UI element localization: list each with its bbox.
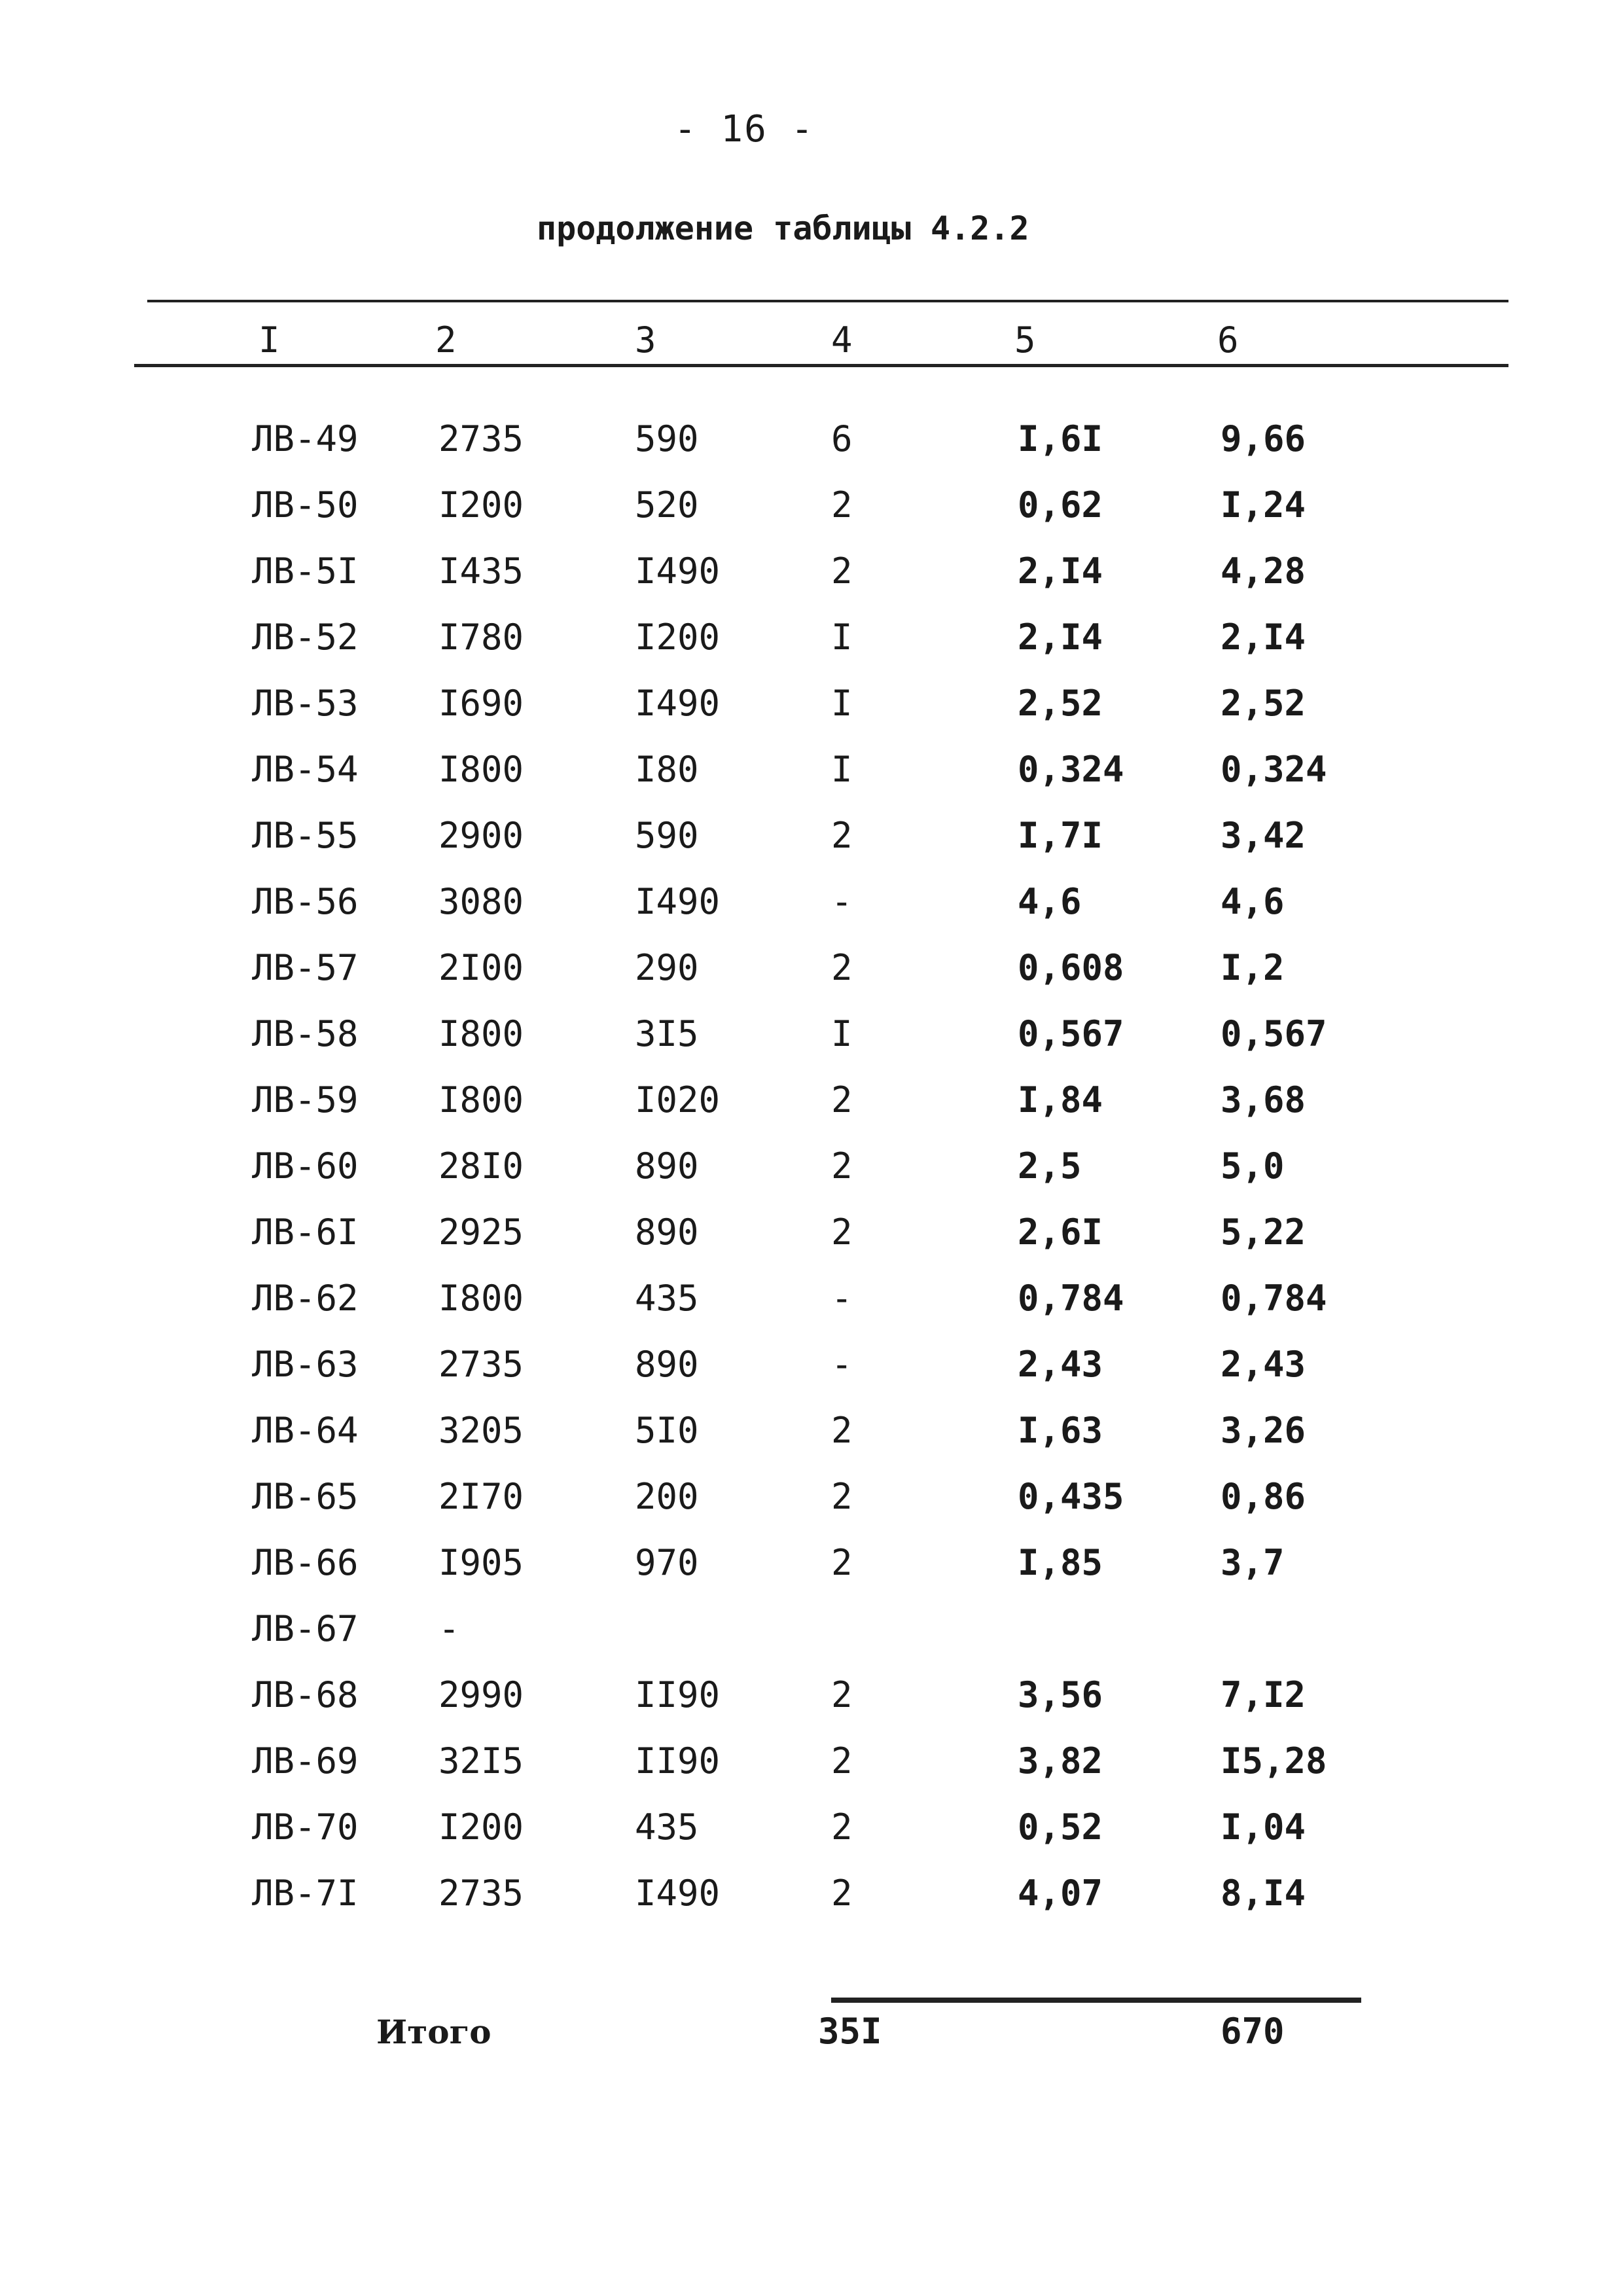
cell-col2: 28I0 xyxy=(438,1145,524,1187)
cell-col6: 2,43 xyxy=(1221,1344,1306,1385)
table-row xyxy=(0,802,1623,869)
cell-code: ЛВ-49 xyxy=(252,418,359,459)
cell-col2: 2735 xyxy=(438,418,524,459)
cell-col4: 2 xyxy=(831,1410,853,1451)
cell-col6: 2,I4 xyxy=(1221,617,1306,658)
cell-col2: I800 xyxy=(438,1079,524,1121)
cell-col5: 0,608 xyxy=(1018,947,1124,988)
table-row xyxy=(0,1530,1623,1596)
cell-col2: I200 xyxy=(438,1806,524,1848)
cell-col6: I,2 xyxy=(1221,947,1285,988)
cell-code: ЛВ-52 xyxy=(252,617,359,658)
cell-col6: 9,66 xyxy=(1221,418,1306,459)
cell-col2: 3205 xyxy=(438,1410,524,1451)
table-row xyxy=(0,935,1623,1001)
header-bottom-rule xyxy=(134,364,1508,367)
cell-col3: 890 xyxy=(635,1211,699,1253)
cell-code: ЛВ-62 xyxy=(252,1278,359,1319)
cell-code: ЛВ-54 xyxy=(252,749,359,790)
cell-col3: II90 xyxy=(635,1740,721,1782)
cell-col3: 435 xyxy=(635,1278,699,1319)
cell-col4: I xyxy=(831,749,853,790)
cell-col2: I435 xyxy=(438,550,524,592)
cell-col2: 2735 xyxy=(438,1344,524,1385)
cell-col6: 3,42 xyxy=(1221,815,1306,856)
cell-col5: 2,5 xyxy=(1018,1145,1082,1187)
cell-code: ЛВ-7I xyxy=(252,1873,359,1914)
cell-col3: 290 xyxy=(635,947,699,988)
cell-col2: I800 xyxy=(438,1013,524,1054)
cell-col4: 2 xyxy=(831,1740,853,1782)
cell-col5: I,84 xyxy=(1018,1079,1103,1121)
cell-col5: 0,784 xyxy=(1018,1278,1124,1319)
cell-col5: 2,I4 xyxy=(1018,550,1103,592)
cell-col5: 4,6 xyxy=(1018,881,1082,922)
cell-col3: 520 xyxy=(635,484,699,526)
cell-code: ЛВ-50 xyxy=(252,484,359,526)
table-row xyxy=(0,1331,1623,1397)
table-row xyxy=(0,869,1623,935)
cell-col4: - xyxy=(831,1278,853,1319)
table-row xyxy=(0,1794,1623,1860)
cell-col3: 970 xyxy=(635,1542,699,1583)
table-row xyxy=(0,1265,1623,1331)
cell-col3: 3I5 xyxy=(635,1013,699,1054)
cell-col2: I690 xyxy=(438,683,524,724)
cell-code: ЛВ-70 xyxy=(252,1806,359,1848)
cell-code: ЛВ-69 xyxy=(252,1740,359,1782)
table-row xyxy=(0,1133,1623,1199)
cell-col5: I,63 xyxy=(1018,1410,1103,1451)
table-row xyxy=(0,1596,1623,1662)
table-row xyxy=(0,406,1623,472)
cell-col5: 2,52 xyxy=(1018,683,1103,724)
cell-col4: I xyxy=(831,1013,853,1054)
cell-col3: I80 xyxy=(635,749,699,790)
cell-code: ЛВ-58 xyxy=(252,1013,359,1054)
cell-col6: 7,I2 xyxy=(1221,1674,1306,1715)
cell-col2: I800 xyxy=(438,1278,524,1319)
cell-col4: I xyxy=(831,683,853,724)
cell-col6: 3,26 xyxy=(1221,1410,1306,1451)
table-row xyxy=(0,1728,1623,1794)
table-row xyxy=(0,604,1623,670)
totals-col4: 35I xyxy=(818,2011,882,2052)
table-row xyxy=(0,1463,1623,1530)
cell-col6: 4,6 xyxy=(1221,881,1285,922)
cell-col5: 0,52 xyxy=(1018,1806,1103,1848)
cell-col6: 0,784 xyxy=(1221,1278,1327,1319)
cell-col4: 2 xyxy=(831,1145,853,1187)
cell-col3: 200 xyxy=(635,1476,699,1517)
cell-col6: 0,86 xyxy=(1221,1476,1306,1517)
cell-col3: 5I0 xyxy=(635,1410,699,1451)
table-row xyxy=(0,736,1623,802)
totals-col6: 670 xyxy=(1221,2011,1285,2052)
cell-col2: 2735 xyxy=(438,1873,524,1914)
cell-col6: 5,22 xyxy=(1221,1211,1306,1253)
cell-col5: 0,62 xyxy=(1018,484,1103,526)
table-row xyxy=(0,1067,1623,1133)
cell-col4: 2 xyxy=(831,1476,853,1517)
cell-col4: 2 xyxy=(831,1079,853,1121)
table-top-rule xyxy=(147,300,1508,302)
cell-col3: 435 xyxy=(635,1806,699,1848)
cell-col4: 2 xyxy=(831,815,853,856)
cell-code: ЛВ-60 xyxy=(252,1145,359,1187)
cell-col6: 2,52 xyxy=(1221,683,1306,724)
cell-col6: 3,7 xyxy=(1221,1542,1285,1583)
cell-col5: 0,435 xyxy=(1018,1476,1124,1517)
cell-col6: I,04 xyxy=(1221,1806,1306,1848)
cell-col2: 2990 xyxy=(438,1674,524,1715)
cell-col4: 2 xyxy=(831,1542,853,1583)
table-row xyxy=(0,1199,1623,1265)
cell-col3: I020 xyxy=(635,1079,721,1121)
cell-col2: I905 xyxy=(438,1542,524,1583)
cell-col3: I200 xyxy=(635,617,721,658)
cell-code: ЛВ-67 xyxy=(252,1608,359,1649)
cell-code: ЛВ-55 xyxy=(252,815,359,856)
cell-code: ЛВ-66 xyxy=(252,1542,359,1583)
cell-col4: - xyxy=(831,1344,853,1385)
cell-code: ЛВ-65 xyxy=(252,1476,359,1517)
cell-col2: 3080 xyxy=(438,881,524,922)
cell-col4: 2 xyxy=(831,1873,853,1914)
cell-code: ЛВ-68 xyxy=(252,1674,359,1715)
cell-col2: - xyxy=(438,1608,460,1649)
column-header-2: 2 xyxy=(435,319,457,361)
column-header-1: I xyxy=(259,319,280,361)
cell-col4: 2 xyxy=(831,1211,853,1253)
totals-label: Итого xyxy=(376,2013,491,2051)
cell-col4: 2 xyxy=(831,550,853,592)
cell-col6: I,24 xyxy=(1221,484,1306,526)
table-title: продолжение таблицы 4.2.2 xyxy=(537,209,1029,247)
cell-col4: 2 xyxy=(831,484,853,526)
column-header-5: 5 xyxy=(1014,319,1036,361)
cell-col3: 590 xyxy=(635,418,699,459)
table-row xyxy=(0,1662,1623,1728)
table-row xyxy=(0,670,1623,736)
cell-col5: 2,I4 xyxy=(1018,617,1103,658)
cell-col4: 2 xyxy=(831,1674,853,1715)
cell-col5: 2,6I xyxy=(1018,1211,1103,1253)
cell-col2: 2I70 xyxy=(438,1476,524,1517)
cell-code: ЛВ-56 xyxy=(252,881,359,922)
cell-col6: 0,567 xyxy=(1221,1013,1327,1054)
cell-col5: I,85 xyxy=(1018,1542,1103,1583)
cell-col3: II90 xyxy=(635,1674,721,1715)
column-header-3: 3 xyxy=(635,319,656,361)
cell-col6: 0,324 xyxy=(1221,749,1327,790)
table-row xyxy=(0,1860,1623,1926)
cell-col3: I490 xyxy=(635,881,721,922)
column-header-6: 6 xyxy=(1217,319,1239,361)
column-header-4: 4 xyxy=(831,319,853,361)
cell-col5: 2,43 xyxy=(1018,1344,1103,1385)
cell-col3: 890 xyxy=(635,1344,699,1385)
cell-col5: 3,82 xyxy=(1018,1740,1103,1782)
cell-col5: 0,324 xyxy=(1018,749,1124,790)
cell-col2: 2925 xyxy=(438,1211,524,1253)
cell-col6: 4,28 xyxy=(1221,550,1306,592)
cell-col4: I xyxy=(831,617,853,658)
cell-col3: 890 xyxy=(635,1145,699,1187)
cell-code: ЛВ-64 xyxy=(252,1410,359,1451)
cell-col4: 2 xyxy=(831,947,853,988)
cell-col5: 4,07 xyxy=(1018,1873,1103,1914)
cell-col2: 32I5 xyxy=(438,1740,524,1782)
cell-col3: I490 xyxy=(635,1873,721,1914)
cell-code: ЛВ-57 xyxy=(252,947,359,988)
cell-col3: 590 xyxy=(635,815,699,856)
cell-code: ЛВ-63 xyxy=(252,1344,359,1385)
table-row xyxy=(0,1001,1623,1067)
totals-rule xyxy=(831,1998,1361,2003)
table-row xyxy=(0,1397,1623,1463)
cell-col2: I200 xyxy=(438,484,524,526)
cell-col6: 3,68 xyxy=(1221,1079,1306,1121)
cell-col4: - xyxy=(831,881,853,922)
cell-col2: 2900 xyxy=(438,815,524,856)
cell-col4: 2 xyxy=(831,1806,853,1848)
cell-col3: I490 xyxy=(635,683,721,724)
cell-code: ЛВ-59 xyxy=(252,1079,359,1121)
cell-col6: I5,28 xyxy=(1221,1740,1327,1782)
cell-col2: I780 xyxy=(438,617,524,658)
table-row xyxy=(0,472,1623,538)
page-number: - 16 - xyxy=(674,108,815,151)
table-row xyxy=(0,538,1623,604)
cell-col4: 6 xyxy=(831,418,853,459)
cell-col5: 3,56 xyxy=(1018,1674,1103,1715)
cell-col5: I,6I xyxy=(1018,418,1103,459)
cell-col5: 0,567 xyxy=(1018,1013,1124,1054)
cell-col6: 5,0 xyxy=(1221,1145,1285,1187)
cell-col3: I490 xyxy=(635,550,721,592)
cell-col6: 8,I4 xyxy=(1221,1873,1306,1914)
cell-col2: I800 xyxy=(438,749,524,790)
cell-col2: 2I00 xyxy=(438,947,524,988)
cell-code: ЛВ-6I xyxy=(252,1211,359,1253)
cell-col5: I,7I xyxy=(1018,815,1103,856)
cell-code: ЛВ-5I xyxy=(252,550,359,592)
cell-code: ЛВ-53 xyxy=(252,683,359,724)
